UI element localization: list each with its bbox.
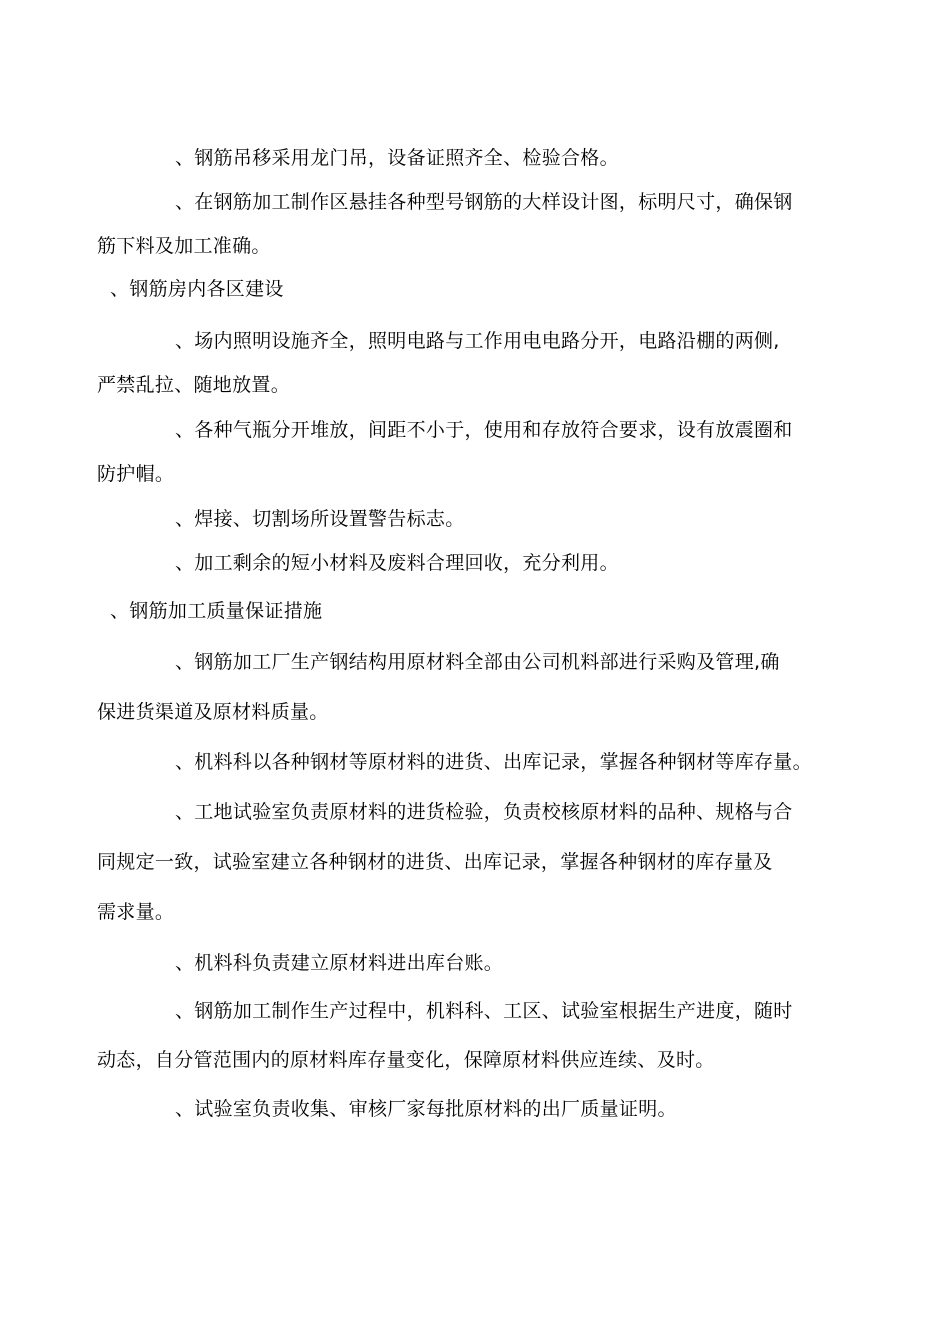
paragraph-line: 筋下料及加工准确。 xyxy=(97,235,271,257)
paragraph-line: 保进货渠道及原材料质量。 xyxy=(97,701,329,723)
paragraph-line: 动态，自分管范围内的原材料库存量变化，保障原材料供应连续、及时。 xyxy=(97,1049,715,1071)
paragraph-line: 需求量。 xyxy=(97,901,175,923)
paragraph-line: 、试验室负责收集、审核厂家每批原材料的出厂质量证明。 xyxy=(175,1098,677,1120)
paragraph-line: 、各种气瓶分开堆放，间距不小于，使用和存放符合要求，设有放震圈和 xyxy=(175,419,793,441)
paragraph-line: 、场内照明设施齐全，照明电路与工作用电电路分开，电路沿棚的两侧, xyxy=(175,330,780,352)
paragraph-line: 严禁乱拉、随地放置。 xyxy=(97,374,291,396)
section-heading: 、钢筋加工质量保证措施 xyxy=(110,600,323,622)
paragraph-line: 同规定一致，试验室建立各种钢材的进货、出库记录，掌握各种钢材的库存量及 xyxy=(97,851,773,873)
paragraph-line: 、工地试验室负责原材料的进货检验，负责校核原材料的品种、规格与合 xyxy=(175,801,793,823)
section-heading: 、钢筋房内各区建设 xyxy=(110,278,284,300)
paragraph-line: 、钢筋吊移采用龙门吊，设备证照齐全、检验合格。 xyxy=(175,147,619,169)
paragraph-line: 防护帽。 xyxy=(97,463,175,485)
paragraph-line: 、钢筋加工制作生产过程中，机料科、工区、试验室根据生产进度，随时 xyxy=(175,1000,793,1022)
paragraph-line: 、焊接、切割场所设置警告标志。 xyxy=(175,508,465,530)
paragraph-line: 、在钢筋加工制作区悬挂各种型号钢筋的大样设计图，标明尺寸，确保钢 xyxy=(175,191,793,213)
paragraph-line: 、加工剩余的短小材料及废料合理回收，充分利用。 xyxy=(175,552,619,574)
paragraph-line: 、钢筋加工厂生产钢结构用原材料全部由公司机料部进行采购及管理,确 xyxy=(175,651,780,673)
paragraph-line: 、机料科以各种钢材等原材料的进货、出库记录，掌握各种钢材等库存量。 xyxy=(175,751,812,773)
paragraph-line: 、机料科负责建立原材料进出库台账。 xyxy=(175,952,504,974)
